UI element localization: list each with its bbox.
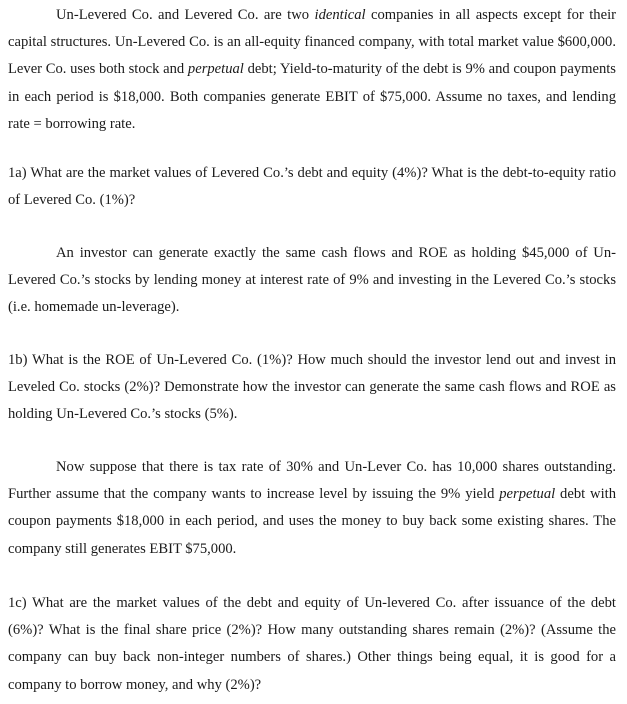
investor-paragraph: An investor can generate exactly the same cash flows and ROE as holding $45,000 of Un-Levered Co.’s stocks by lending money at interest rate of 9% and investing in the Levered Co.’s stocks (i.e. homemade un-leverage). xyxy=(8,245,616,316)
intro-text-1: Un-Levered Co. and Levered Co. are two xyxy=(56,7,315,23)
question-1c: 1c) What are the market values of the debt and equity of Un-levered Co. after issuance of the debt (6%)? What is the final share price (2%)? How many outstanding shares remain (2%)? (Assume the company can buy back non-integer numbers of shares.) Other things being equal, it is good for a company to borrow money, and why (2%)? xyxy=(8,595,616,693)
intro-text-2: companies in all aspects except for their capital structures. Un-Levered Co. is an all-equity financed company, with total market value $600,000. Lever Co. uses both stock and xyxy=(8,7,616,78)
question-1b: 1b) What is the ROE of Un-Levered Co. (1%)? How much should the investor lend out and invest in Leveled Co. stocks (2%)? Demonstrate how the investor can generate the same cash flows and ROE as holding Un-Levered Co.’s stocks (5%). xyxy=(8,352,616,423)
tax-paragraph xyxy=(8,454,616,563)
intro-paragraph xyxy=(8,2,616,138)
tax-emphasis-perpetual: perpetual xyxy=(499,486,556,503)
intro-emphasis-perpetual: perpetual xyxy=(187,61,244,78)
tax-text-2: debt with coupon payments $18,000 in each period, and uses the money to buy back some existing shares. The company still generates EBIT $75,000. xyxy=(8,486,616,557)
intro-emphasis-identical: identical xyxy=(314,7,366,23)
intro-text-3: debt; Yield-to-maturity of the debt is 9% and coupon payments in each period is $18,000. Both companies generate EBIT of $75,000. Assume no taxes, and lending rate = borrowing rate. xyxy=(8,61,616,132)
question-1a: 1a) What are the market values of Levered Co.’s debt and equity (4%)? What is the debt-to-equity ratio of Levered Co. (1%)? xyxy=(8,165,616,209)
tax-text-1: Now suppose that there is tax rate of 30% and Un-Lever Co. has 10,000 shares outstanding. Further assume that the company wants to increase level by issuing the 9% yield xyxy=(8,459,616,503)
